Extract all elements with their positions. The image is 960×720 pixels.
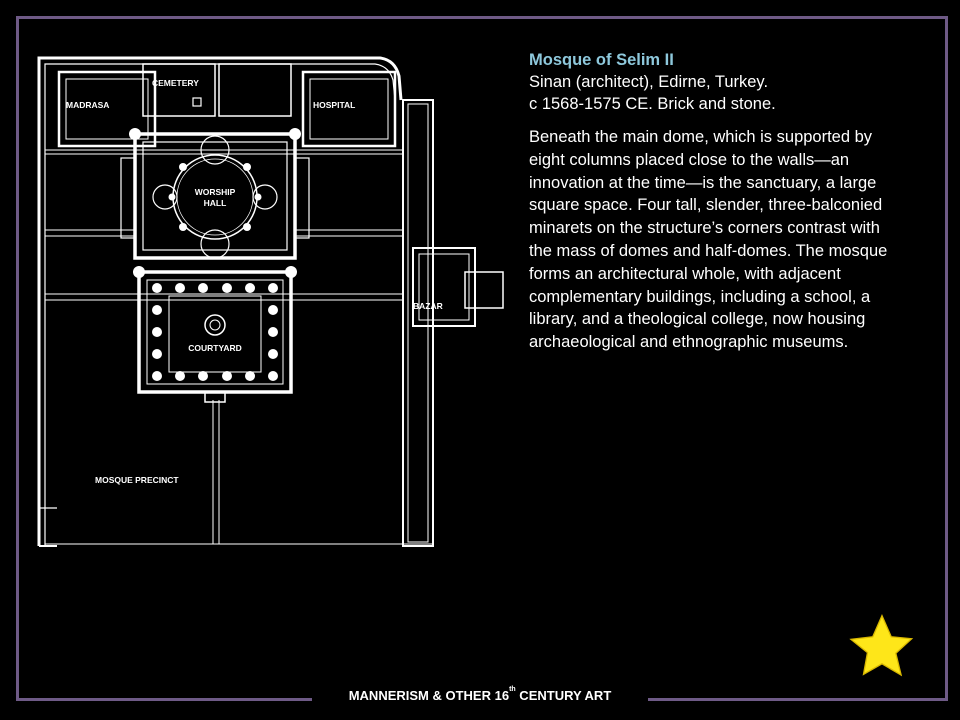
floor-plan bbox=[35, 50, 443, 550]
artwork-title: Mosque of Selim II bbox=[529, 51, 674, 69]
label-precinct: MOSQUE PRECINCT bbox=[95, 475, 179, 485]
artwork-attribution: Sinan (architect), Edirne, Turkey. bbox=[529, 73, 769, 91]
footer-prefix: MANNERISM & OTHER 16 bbox=[348, 688, 510, 703]
label-hall: HALL bbox=[203, 198, 227, 208]
label-bazar: BAZAR bbox=[413, 301, 443, 311]
label-madrasa: MADRASA bbox=[66, 100, 110, 110]
caption bbox=[529, 49, 889, 354]
footer-superscript: th bbox=[509, 686, 516, 693]
label-hospital: HOSPITAL bbox=[313, 100, 356, 110]
footer-suffix: CENTURY ART bbox=[515, 688, 612, 703]
label-cemetery: CEMETERY bbox=[152, 78, 199, 88]
label-courtyard: COURTYARD bbox=[188, 343, 242, 353]
artwork-description: Beneath the main dome, which is supported by eight columns placed close to the walls—an innovation at the time—is the sanctuary, a large square space. Four tall, slender, three-balconied minarets on the structure’s corners contrast with the mass of domes and half-domes. The mosque forms an architectural whole, with adjacent complementary buildings, including a school, a library, and a theological college, now housing archaeological and ethnographic museums. bbox=[529, 128, 888, 352]
artwork-date-medium: c 1568-1575 CE. Brick and stone. bbox=[529, 95, 776, 113]
footer-title bbox=[312, 688, 648, 703]
star-icon[interactable] bbox=[847, 613, 913, 679]
label-worship: WORSHIP bbox=[194, 187, 236, 197]
